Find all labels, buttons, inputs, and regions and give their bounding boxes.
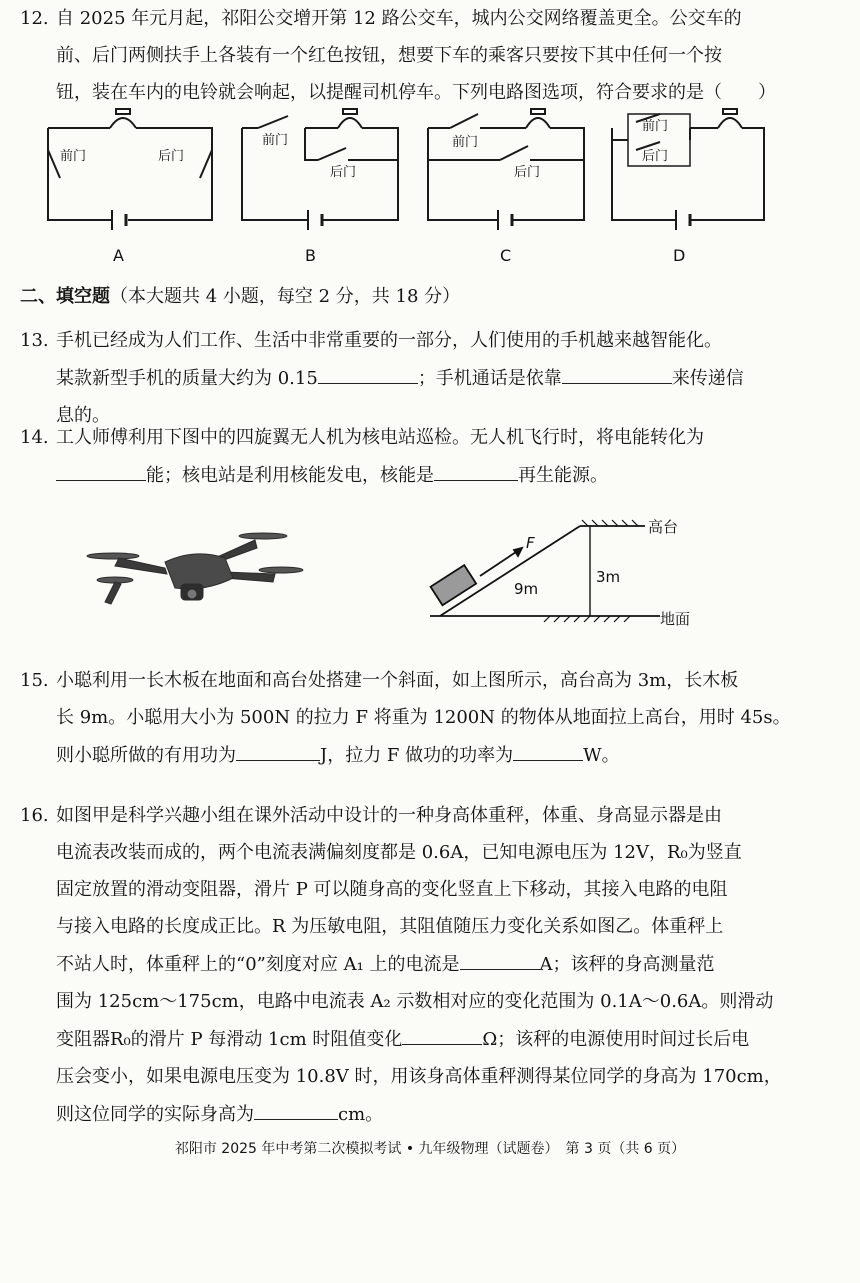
answer-blank[interactable] — [562, 359, 672, 384]
answer-blank[interactable] — [460, 945, 540, 970]
option-label-c: C — [500, 246, 512, 265]
question-16 — [20, 797, 820, 1133]
question-text: ；手机通话是依靠 — [417, 368, 562, 389]
section-header — [20, 282, 460, 308]
question-text: 再生能源。 — [518, 465, 608, 486]
question-text: 工人师傅利用下图中的四旋翼无人机为核电站巡检。无人机飞行时，将电能转化为 — [56, 427, 704, 448]
question-text: 变阻器R₀的滑片 P 每滑动 1cm 时阻值变化 — [56, 1029, 403, 1050]
question-13 — [20, 322, 820, 434]
question-text: 围为 125cm～175cm，电路中电流表 A₂ 示数相对应的变化范围为 0.1A～0.6A。则滑动 — [56, 991, 774, 1012]
question-text: W。 — [583, 745, 620, 766]
question-number: 14. — [20, 427, 49, 448]
question-text: 某款新型手机的质量大约为 0.15 — [56, 368, 318, 389]
question-12 — [20, 0, 820, 111]
height-label: 3m — [596, 568, 621, 586]
circuit-option-a — [48, 109, 212, 230]
label-back-door: 后门 — [514, 165, 541, 180]
answer-blank[interactable] — [513, 736, 583, 761]
incline-figure — [420, 508, 690, 634]
label-front-door: 前门 — [262, 133, 289, 148]
circuit-options-figure — [0, 100, 860, 275]
question-14 — [20, 419, 820, 494]
question-text: 不站人时，体重秤上的“0”刻度对应 A₁ 上的电流是 — [56, 954, 460, 975]
question-text: 能；核电站是利用核能发电，核能是 — [146, 465, 434, 486]
question-text: 长 9m。小聪用大小为 500N 的拉力 F 将重为 1200N 的物体从地面拉上高台，用时 45s。 — [56, 707, 791, 728]
circuit-option-c — [428, 109, 584, 230]
drone-image — [85, 522, 305, 622]
section-note: （本大题共 4 小题，每空 2 分，共 18 分） — [110, 286, 461, 307]
label-front-door: 前门 — [642, 119, 669, 134]
question-number: 15. — [20, 670, 49, 691]
question-text: 自 2025 年元月起，祁阳公交增开第 12 路公交车，城内公交网络覆盖更全。公交车的 — [56, 8, 742, 29]
option-label-a: A — [113, 246, 124, 265]
question-text: cm。 — [338, 1104, 384, 1125]
force-label: F — [526, 534, 535, 552]
question-text: 小聪利用一长木板在地面和高台处搭建一个斜面，如上图所示，高台高为 3m，长木板 — [56, 670, 739, 691]
answer-blank[interactable] — [318, 359, 418, 384]
slope-length-label: 9m — [514, 580, 539, 598]
question-text: Ω；该秤的电源使用时间过长后电 — [482, 1029, 750, 1050]
option-label-b: B — [305, 246, 316, 265]
question-text: 手机已经成为人们工作、生活中非常重要的一部分，人们使用的手机越来越智能化。 — [56, 330, 722, 351]
question-text: 与接入电路的长度成正比。R 为压敏电阻，其阻值随压力变化关系如图乙。体重秤上 — [56, 916, 724, 937]
section-title: 二、填空题 — [20, 286, 110, 307]
label-back-door: 后门 — [330, 165, 357, 180]
ground-label: 地面 — [660, 610, 690, 628]
answer-blank[interactable] — [56, 456, 146, 481]
answer-blank[interactable] — [434, 456, 518, 481]
question-text: A；该秤的身高测量范 — [539, 954, 715, 975]
circuit-option-b — [242, 109, 398, 230]
answer-blank[interactable] — [254, 1095, 338, 1120]
question-number: 16. — [20, 805, 49, 826]
question-text: 如图甲是科学兴趣小组在课外活动中设计的一种身高体重秤，体重、身高显示器是由 — [56, 805, 722, 826]
question-text: 则小聪所做的有用功为 — [56, 745, 236, 766]
question-text: 则这位同学的实际身高为 — [56, 1104, 254, 1125]
circuit-option-d — [612, 109, 764, 230]
platform-label: 高台 — [648, 518, 679, 536]
question-text: 固定放置的滑动变阻器，滑片 P 可以随身高的变化竖直上下移动，其接入电路的电阻 — [56, 879, 728, 900]
question-text: 钮，装在车内的电铃就会响起，以提醒司机停车。下列电路图选项，符合要求的是（ ） — [56, 82, 776, 103]
question-number: 12. — [20, 8, 49, 29]
option-label-d: D — [673, 246, 686, 265]
question-text: 息的。 — [56, 405, 110, 426]
label-front-door: 前门 — [60, 149, 87, 164]
question-text: 前、后门两侧扶手上各装有一个红色按钮，想要下车的乘客只要按下其中任何一个按 — [56, 45, 722, 66]
question-text: 来传递信 — [671, 368, 744, 389]
answer-blank[interactable] — [402, 1020, 482, 1045]
question-text: J，拉力 F 做功的功率为 — [320, 745, 514, 766]
label-back-door: 后门 — [642, 149, 669, 164]
answer-blank[interactable] — [236, 736, 320, 761]
question-number: 13. — [20, 330, 49, 351]
page-footer: 祁阳市 2025 年中考第二次模拟考试 • 九年级物理（试题卷） 第 3 页（共 6 页） — [174, 1141, 686, 1157]
label-front-door: 前门 — [452, 135, 479, 150]
label-back-door: 后门 — [158, 149, 185, 164]
question-text: 电流表改装而成的，两个电流表满偏刻度都是 0.6A，已知电源电压为 12V，R₀为竖直 — [56, 842, 742, 863]
question-15 — [20, 662, 820, 774]
question-text: 压会变小，如果电源电压变为 10.8V 时，用该身高体重秤测得某位同学的身高为 170cm， — [56, 1066, 782, 1087]
